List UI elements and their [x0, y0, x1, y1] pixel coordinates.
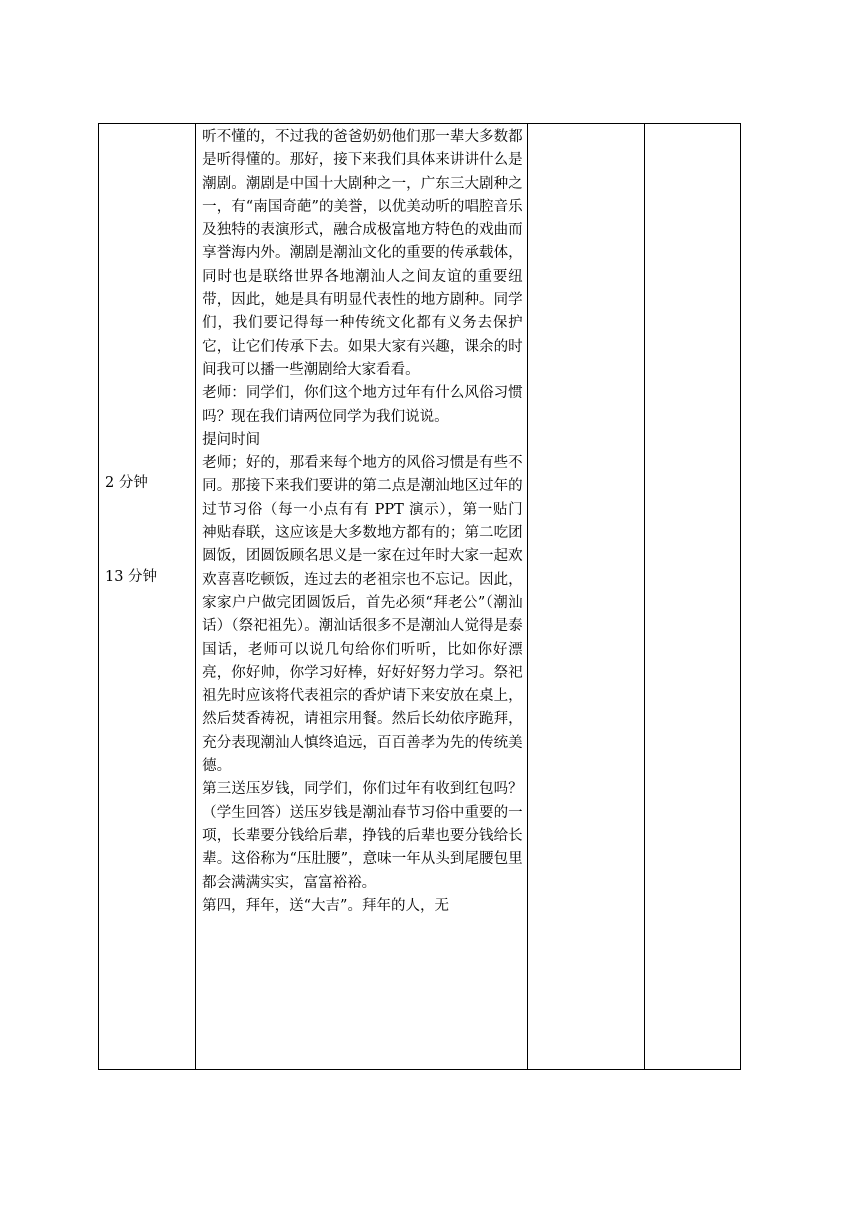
- empty-column-cell: [527, 124, 644, 1070]
- content-paragraph: 第三送压岁钱，同学们，你们过年有收到红包吗？（学生回答）送压岁钱是潮汕春节习俗中重要的一项，长辈要分钱给后辈，挣钱的后辈也要分钱给长辈。这俗称为“压肚腰”，意味一年从头到尾腰包里都会满满实实，富富裕裕。: [202, 781, 523, 891]
- time-label-2-min: 2 分钟: [105, 475, 148, 491]
- teaching-content-cell: [196, 124, 528, 1070]
- empty-column-cell: [644, 124, 740, 1070]
- lesson-plan-table: [98, 123, 741, 1070]
- content-paragraph: 听不懂的，不过我的爸爸奶奶他们那一辈大多数都是听得懂的。那好，接下来我们具体来讲讲什么是潮剧。潮剧是中国十大剧种之一，广东三大剧种之一，有“南国奇葩”的美誉，以优美动听的唱腔音乐及独特的表演形式，融合成极富地方特色的戏曲而享誉海内外。潮剧是潮汕文化的重要的传承载体，同时也是联络世界各地潮汕人之间友谊的重要纽带，因此，她是具有明显代表性的地方剧种。同学们，我们要记得每一种传统文化都有义务去保护它，让它们传承下去。如果大家有兴趣，课余的时间我可以播一些潮剧给大家看看。: [202, 129, 523, 378]
- time-column-cell: [99, 124, 196, 1070]
- content-paragraph: 老师：同学们，你们这个地方过年有什么风俗习惯吗？现在我们请两位同学为我们说说。: [202, 385, 523, 425]
- content-paragraph: 提问时间: [202, 431, 261, 448]
- table-row: [99, 124, 741, 1070]
- content-paragraph: 第四，拜年，送“大吉”。拜年的人，无: [202, 897, 449, 914]
- content-paragraph: 老师；好的，那看来每个地方的风俗习惯是有些不同。那接下来我们要讲的第二点是潮汕地区过年的过节习俗（每一小点有有 PPT 演示），第一贴门神贴春联，这应该是大多数地方都有的；第二吃团圆饭，团圆饭顾名思义是一家在过年时大家一起欢欢喜喜吃顿饭，连过去的老祖宗也不忘记。因此，家家户户做完团圆饭后，首先必须“拜老公”（潮汕话）（祭祀祖先）。潮汕话很多不是潮汕人觉得是泰国话，老师可以说几句给你们听听，比如你好漂亮，你好帅，你学习好棒，好好好努力学习。祭祀祖先时应该将代表祖宗的香炉请下来安放在桌上，然后焚香祷祝，请祖宗用餐。然后长幼依序跪拜，充分表现潮汕人慎终追远，百百善孝为先的传统美德。: [202, 455, 523, 775]
- time-label-13-min: 13 分钟: [105, 569, 158, 585]
